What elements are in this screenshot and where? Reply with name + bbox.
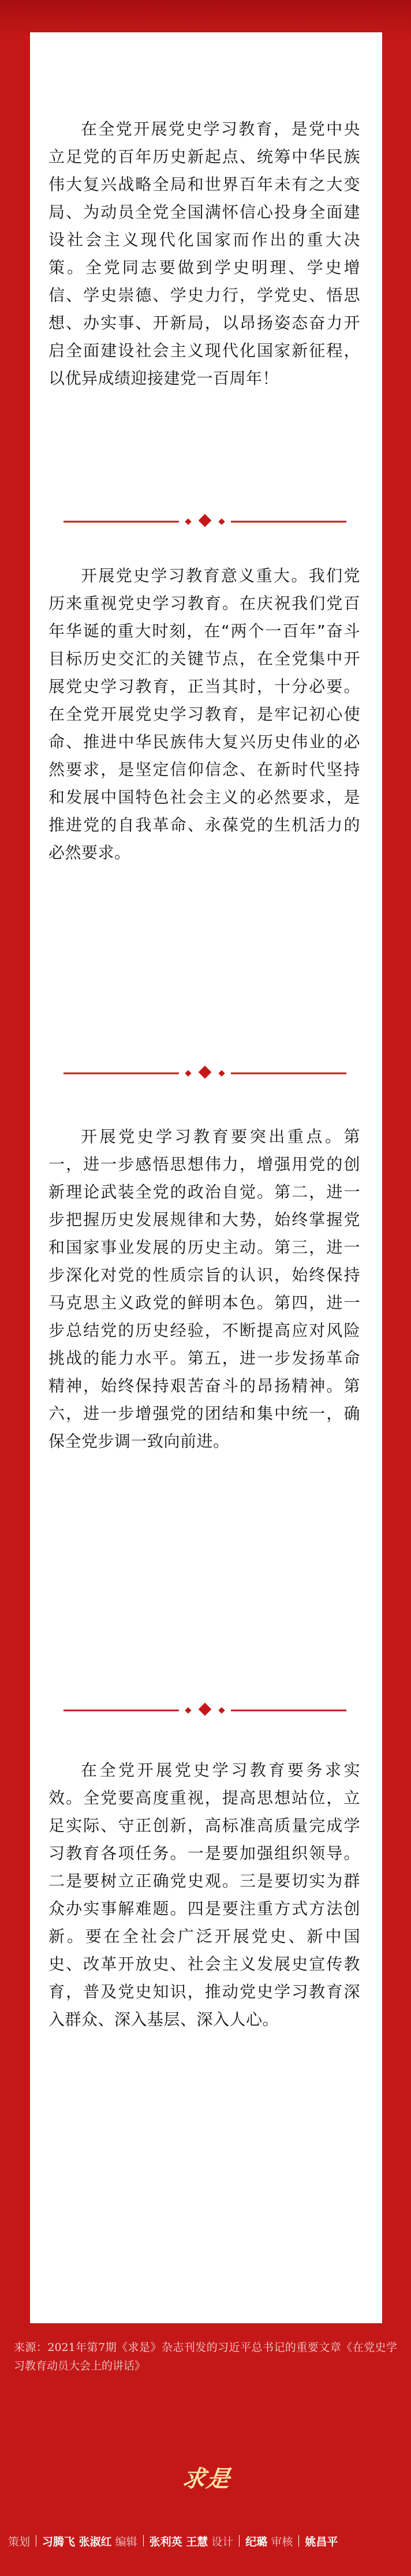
ornament-divider-3 <box>63 1699 346 1722</box>
logo-text: 求是 <box>180 2465 233 2492</box>
credits-bar <box>8 2530 406 2551</box>
review-names: 姚昌平 <box>305 2535 338 2548</box>
credits-separator <box>239 2535 240 2547</box>
credits-separator <box>143 2535 144 2547</box>
qiushi-logo <box>179 2463 234 2495</box>
paragraph-2: 开展党史学习教育意义重大。我们党历来重视党史学习教育。在庆祝我们党百年华诞的重大时刻，在“两个一百年”奋斗目标历史交汇的关键节点，在全党集中开展党史学习教育，正当其时，十分必要。在全党开展党史学习教育，是牢记初心使命、推进中华民族伟大复兴历史伟业的必然要求，是坚定信仰信念、在新时代坚持和发展中国特色社会主义的必然要求，是推进党的自我革命、永葆党的生机活力的必然要求。 <box>48 566 360 862</box>
design-names: 纪璐 <box>245 2535 268 2548</box>
ornament-divider-1 <box>63 510 346 533</box>
review-label: 审核 <box>271 2535 293 2548</box>
paragraph-1: 在全党开展党史学习教育，是党中央立足党的百年历史新起点、统筹中华民族伟大复兴战略全局和世界百年未有之大变局、为动员全党全国满怀信心投身全面建设社会主义现代化国家而作出的重大决策。全党同志要做到学史明理、学史增信、学史崇德、学史力行，学党史、悟思想、办实事、开新局，以昂扬姿态奋力开启全面建设社会主义现代化国家新征程，以优异成绩迎接建党一百周年！ <box>48 119 360 388</box>
source-note: 来源：2021年第7期《求是》杂志刊发的习近平总书记的重要文章《在党史学习教育动员大会上的讲话》 <box>14 2341 397 2372</box>
planning-label: 策划 <box>8 2535 31 2548</box>
design-label: 设计 <box>211 2535 234 2548</box>
ornament-divider-2 <box>63 1062 346 1085</box>
planning-names: 习腾飞 张淑红 <box>42 2535 112 2548</box>
credits-separator <box>298 2535 299 2547</box>
paragraph-4: 在全党开展党史学习教育要务求实效。全党要高度重视，提高思想站位，立足实际、守正创新，高标准高质量完成学习教育各项任务。一是要加强组织领导。二是要树立正确党史观。三是要切实为群众办实事解难题。四是要注重方式方法创新。要在全社会广泛开展党史、新中国史、改革开放史、社会主义发展史宣传教育，普及党史知识，推动党史学习教育深入群众、深入基层、深入人心。 <box>48 1761 360 2029</box>
editing-label: 编辑 <box>115 2535 137 2548</box>
editing-names: 张利英 王慧 <box>149 2535 208 2548</box>
paragraph-3: 开展党史学习教育要突出重点。第一，进一步感悟思想伟力，增强用党的创新理论武装全党的政治自觉。第二，进一步把握历史发展规律和大势，始终掌握党和国家事业发展的历史主动。第三，进一步深化对党的性质宗旨的认识，始终保持马克思主义政党的鲜明本色。第四，进一步总结党的历史经验，不断提高应对风险挑战的能力水平。第五，进一步发扬革命精神，始终保持艰苦奋斗的昂扬精神。第六，进一步增强党的团结和集中统一，确保全党步调一致向前进。 <box>48 1127 360 1451</box>
